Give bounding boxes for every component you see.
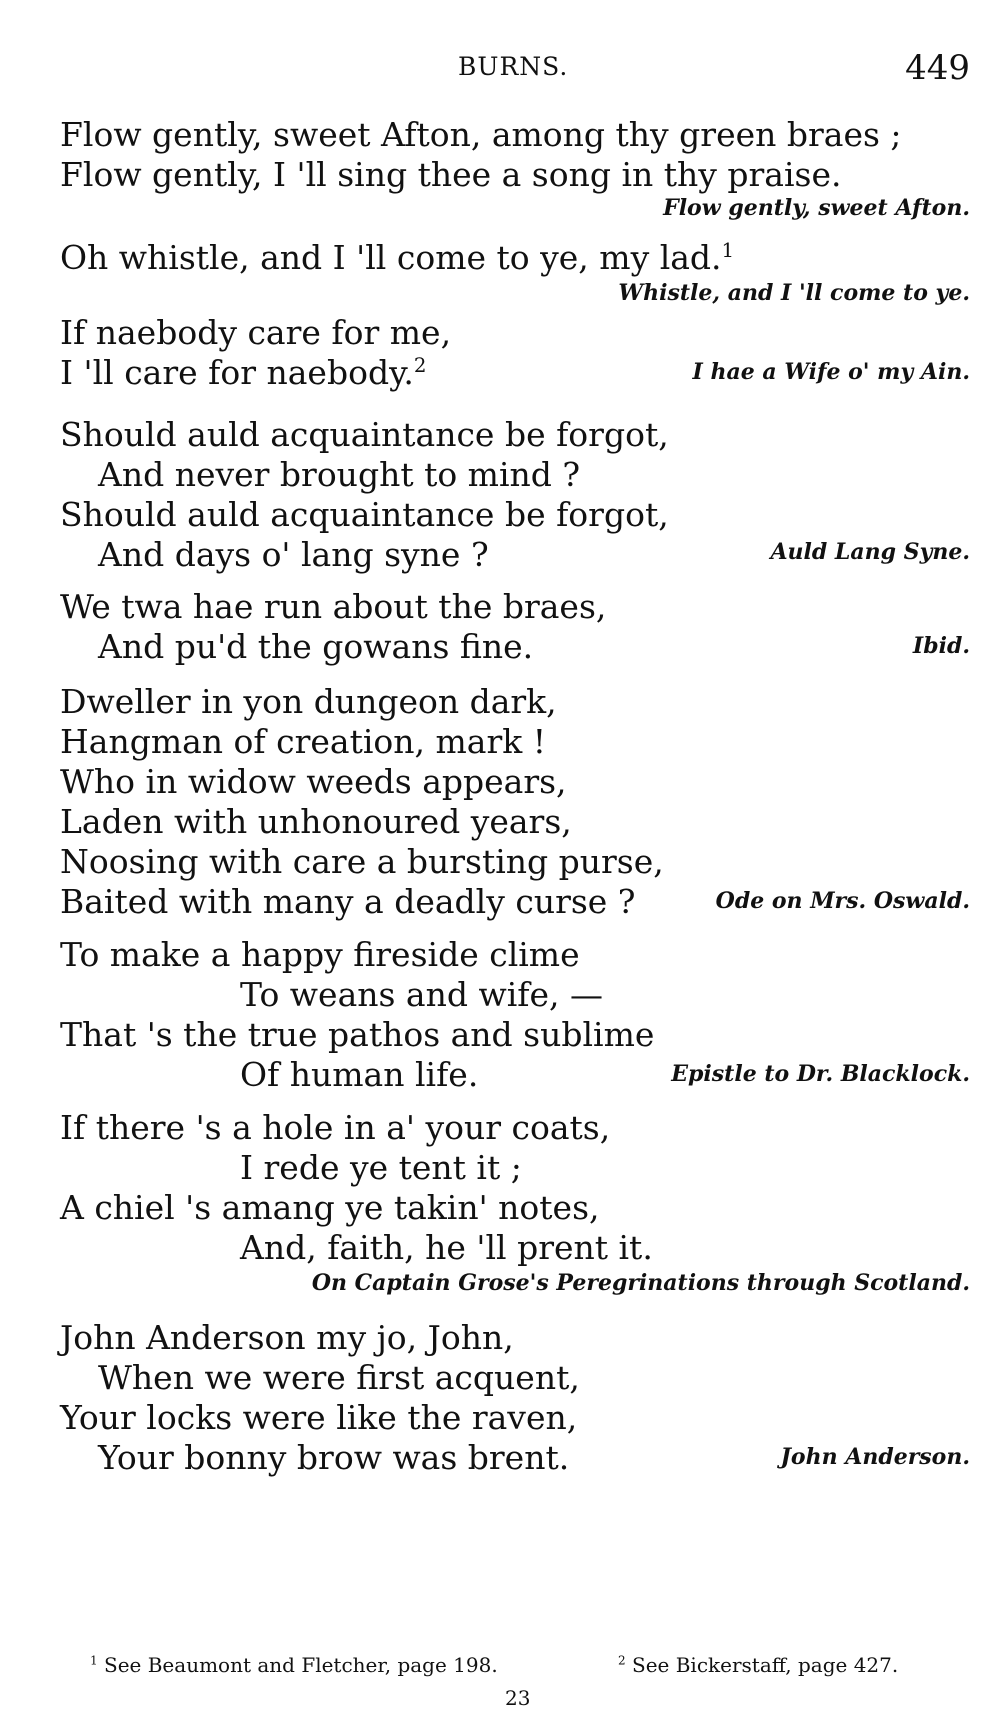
quote-block [60, 935, 970, 1095]
quote-block [60, 587, 970, 667]
quote-block [60, 1108, 970, 1296]
verse-line: Noosing with care a bursting purse, [60, 842, 664, 881]
verse-line: And never brought to mind ? [98, 455, 581, 494]
quote-source: Ode on Mrs. Oswald. [715, 888, 970, 914]
verse-line: To make a happy fireside clime [60, 935, 580, 974]
verse-line: Should auld acquaintance be forgot, [60, 415, 669, 454]
verse-line: Flow gently, sweet Afton, among thy green braes ; [60, 115, 902, 154]
verse-line: To weans and wife, — [240, 975, 603, 1014]
verse-line: John Anderson my jo, John, [60, 1318, 514, 1357]
running-head [0, 48, 1000, 92]
footnotes [0, 1653, 1000, 1683]
verse-line: Flow gently, I 'll sing thee a song in thy praise. [60, 155, 842, 194]
footnote-ref: 2 [413, 354, 427, 377]
verse-line: Baited with many a deadly curse ? [60, 882, 636, 921]
verse-line: Dweller in yon dungeon dark, [60, 682, 557, 721]
verse-line: That 's the true pathos and sublime [60, 1015, 655, 1054]
footnote-ref: 1 [721, 239, 735, 262]
quote-source: On Captain Grose's Peregrinations through Scotland. [311, 1270, 970, 1296]
quote-block [60, 115, 970, 221]
footnote: $^1$ See Beaumont and Fletcher, page 198. [90, 1653, 498, 1677]
running-title: BURNS. [458, 52, 569, 81]
verse-line: A chiel 's amang ye takin' notes, [60, 1188, 600, 1227]
quote-source: Auld Lang Syne. [770, 539, 970, 565]
verse-line: Your bonny brow was brent. [98, 1438, 570, 1477]
verse-line: And, faith, he 'll prent it. [240, 1228, 653, 1267]
quote-block [60, 415, 970, 575]
quote-source: John Anderson. [780, 1444, 970, 1470]
quote-block [60, 313, 970, 393]
verse-line: Laden with unhonoured years, [60, 802, 572, 841]
verse-line: If naebody care for me, [60, 313, 452, 352]
verse-line: We twa hae run about the braes, [60, 587, 607, 626]
quote-source: I hae a Wife o' my Ain. [692, 359, 970, 385]
quote-source: Whistle, and I 'll come to ye. [618, 280, 970, 306]
verse-line: Should auld acquaintance be forgot, [60, 495, 669, 534]
verse-line: Hangman of creation, mark ! [60, 722, 546, 761]
quote-block [60, 1318, 970, 1478]
verse-line: I 'll care for naebody.$^2$ [60, 353, 427, 392]
verse-line: I rede ye tent it ; [240, 1148, 522, 1187]
verse-line: Oh whistle, and I 'll come to ye, my lad.$^1$ [60, 238, 735, 277]
quote-block [60, 682, 970, 922]
quote-block [60, 238, 970, 306]
page-number: 449 [905, 48, 970, 88]
quote-source: Ibid. [912, 633, 970, 659]
verse-line: Of human life. [240, 1055, 479, 1094]
verse-line: When we were first acquent, [98, 1358, 580, 1397]
verse-line: And days o' lang syne ? [98, 535, 489, 574]
quote-source: Flow gently, sweet Afton. [663, 195, 970, 221]
quote-source: Epistle to Dr. Blacklock. [671, 1061, 970, 1087]
verse-line: Who in widow weeds appears, [60, 762, 567, 801]
footnote: $^2$ See Bickerstaff, page 427. [618, 1653, 899, 1677]
verse-line: Your locks were like the raven, [60, 1398, 578, 1437]
verse-line: And pu'd the gowans fine. [98, 627, 534, 666]
signature-mark: 23 [505, 1686, 531, 1710]
verse-line: If there 's a hole in a' your coats, [60, 1108, 611, 1147]
